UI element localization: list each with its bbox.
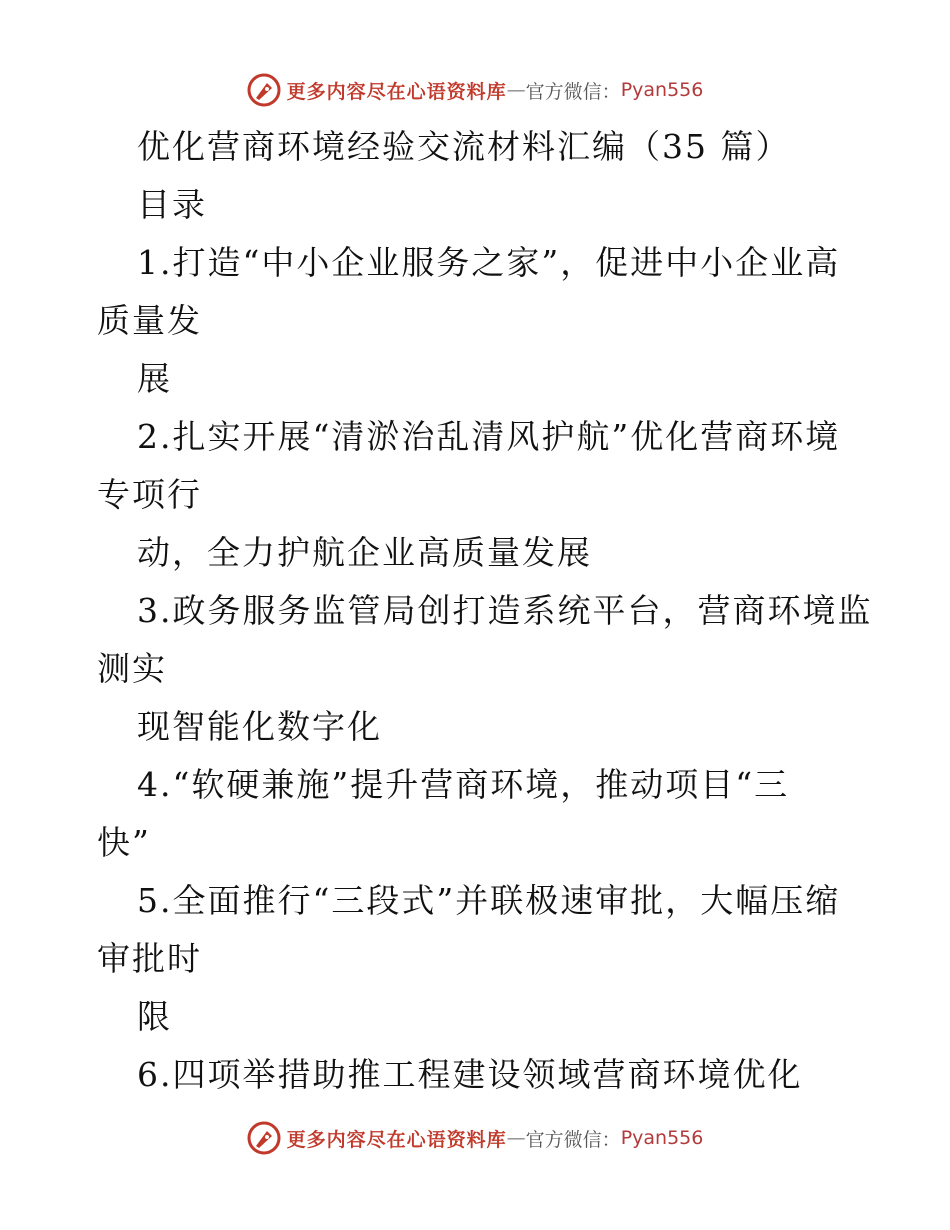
toc-line: 3.政务服务监管局创打造系统平台，营商环境监 [137, 591, 873, 630]
toc-line: 专项行 [97, 475, 202, 514]
toc-line: 2.扎实开展“清淤治乱清风护航”优化营商环境 [137, 417, 841, 456]
toc-line: 测实 [97, 649, 167, 688]
toc-heading: 目录 [137, 185, 207, 224]
watermark-banner-bottom [0, 1118, 950, 1158]
watermark-account: Pyan556 [620, 1127, 704, 1149]
watermark-brand: 更多内容尽在心语资料库 [286, 1128, 507, 1151]
watermark-account: Pyan556 [620, 79, 704, 101]
watermark-separator: — [506, 79, 526, 101]
watermark-wechat-label: 官方微信： [525, 80, 621, 103]
watermark-separator: — [506, 1127, 526, 1149]
toc-list [97, 234, 873, 1104]
watermark-banner-top [0, 70, 950, 110]
toc-line: 动，全力护航企业高质量发展 [137, 533, 592, 572]
toc-line: 5.全面推行“三段式”并联极速审批，大幅压缩 [137, 881, 841, 920]
toc-line: 审批时 [97, 939, 202, 978]
pen-nib-circle-icon [247, 1121, 281, 1155]
toc-line: 展 [137, 359, 172, 398]
document-title: 优化营商环境经验交流材料汇编（35 篇） [137, 127, 791, 166]
toc-line: 1.打造“中小企业服务之家”，促进中小企业高 [137, 243, 841, 282]
toc-line: 快” [97, 823, 151, 862]
toc-line: 4.“软硬兼施”提升营商环境，推动项目“三 [137, 765, 790, 804]
watermark-wechat-label: 官方微信： [525, 1128, 621, 1151]
document-body [97, 118, 873, 1104]
toc-line: 现智能化数字化 [137, 707, 382, 746]
pen-nib-circle-icon [247, 73, 281, 107]
watermark-brand: 更多内容尽在心语资料库 [286, 80, 507, 103]
toc-line: 6.四项举措助推工程建设领域营商环境优化 [137, 1055, 803, 1094]
toc-line: 质量发 [97, 301, 202, 340]
toc-line: 限 [137, 997, 172, 1036]
